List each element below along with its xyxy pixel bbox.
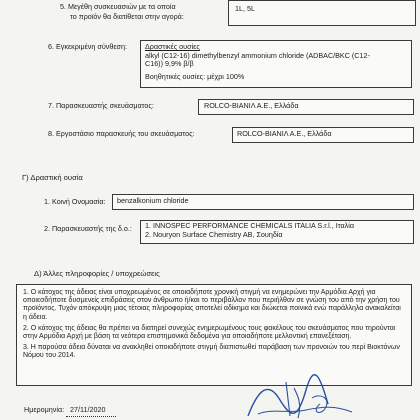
date-label: Ημερομηνία:	[24, 405, 65, 414]
active-substance-manufacturer-label: 2. Παρασκευαστής της δ.ο.:	[44, 224, 132, 233]
composition-line1: alkyl (C12-16) dimethylbenzyl ammonium chloride (ADBAC/BKC (C12-	[145, 50, 370, 60]
date-underline	[66, 416, 116, 417]
common-name-box	[112, 194, 414, 210]
date-value: 27/11/2020	[70, 405, 106, 414]
formulator-box	[198, 99, 414, 115]
packaging-sizes-label-line1: 5. Μεγέθη συσκευασιών με τα οποία	[60, 2, 176, 11]
active-substances-heading: Δραστικές ουσίες	[145, 42, 200, 51]
formulator-value: ROLCO-ΒΙΑΝΙΛ Α.Ε., Ελλάδα	[204, 101, 299, 110]
manufacturer-line1: 1. INNOSPEC PERFORMANCE CHEMICALS ITALIA S.r.l., Ιταλία	[145, 221, 355, 230]
obligation-paragraph-2: 2. Ο κάτοχος της άδειας θα πρέπει να διατηρεί συνεχώς ενημερωμένους τους φακέλους του σκευάσματος που τηρούνται στην Αρμόδια Αρχή με βάση τα νεότερα επιστημονικά δεδομένα για οποιαδήποτε μελλοντική επανεξέταση.	[23, 324, 396, 341]
manufacturing-plant-box	[232, 127, 414, 143]
section-gamma-title: Γ) Δραστική ουσία	[22, 173, 83, 182]
manufacturing-plant-label: 8. Εργοστάσιο παρασκευής του σκευάσματος:	[48, 129, 195, 138]
common-name-value: benzalkonium chloride	[117, 196, 189, 205]
section-delta-title: Δ) Άλλες πληροφορίες / υποχρεώσεις	[34, 269, 160, 278]
packaging-sizes-value: 1L, 5L	[235, 4, 255, 13]
obligation-paragraph-3: 3. Η παρούσα άδεια δύναται να ανακληθεί οποιαδήποτε στιγμή διαπιστωθεί παράβαση των προνοιών του περί Βιοκτόνων Νόμου του 2014.	[23, 344, 400, 360]
approved-composition-box	[140, 40, 412, 88]
obligation-paragraph-1: 1. Ο κάτοχος της άδειας είναι υποχρεωμένος σε οποιαδήποτε χρονική στιγμή να ενημερώνει την Αρμόδια Αρχή για οποιεσδήποτε δυσμενείς επιδράσεις στον άνθρωπο ή/και το περιβάλλον που περιήλθαν σε γνώση του από την χρήση του προϊόντος. Τυχόν απόκρυψη μιας τέτοιας πληροφορίας αποτελεί αδίκημα και διώκεται ποινικά ενώ παράλληλα ανακαλείται η άδεια.	[23, 289, 401, 321]
manufacturer-line2: 2. Nouryon Surface Chemistry AB, Σουηδία	[145, 229, 283, 239]
approved-composition-label: 6. Εγκεκριμένη σύνθεση:	[48, 42, 127, 51]
formulator-label: 7. Παρασκευαστής σκευάσματος:	[48, 101, 154, 110]
active-substance-manufacturer-box	[140, 220, 414, 244]
manufacturing-plant-value: ROLCO-ΒΙΑΝΙΛ Α.Ε., Ελλάδα	[237, 129, 332, 138]
packaging-sizes-box	[228, 0, 416, 26]
signature-stamp	[228, 370, 368, 420]
packaging-sizes-label-line2: το προϊόν θα διατίθεται στην αγορά:	[70, 12, 184, 21]
composition-line3: Βοηθητικές ουσίες: μέχρι 100%	[145, 71, 245, 81]
common-name-label: 1. Κοινή Ονομασία:	[44, 197, 106, 206]
composition-line2: C16)) 9,9% β/β	[145, 59, 194, 69]
